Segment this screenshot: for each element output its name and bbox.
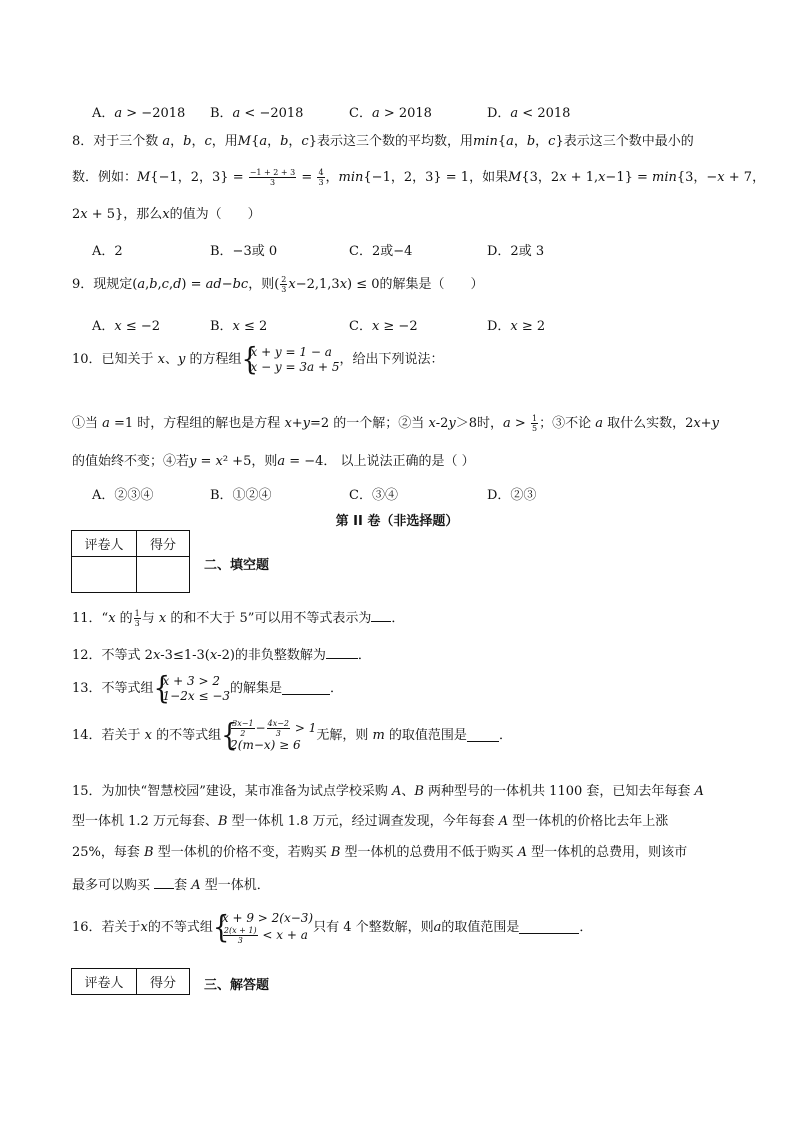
q12-stem: 12．不等式 2𝑥-3≤1-3(𝑥-2)的非负整数解为 ． (72, 648, 371, 663)
q8-line2: 数．例如：𝑀{−1，2，3} = $\frac{-1 + 2 + 3}{3}$ = $\frac{4}{3}$ ，𝑚𝑖𝑛{−1，2，3} = 1，如果𝑀{3，2𝑥 + 1,𝑥−1} = 𝑚𝑖𝑛{3，−𝑥 + 7， (72, 168, 766, 187)
q15-line1: 15．为加快“智慧校园”建设，某市准备为试点学校采购 𝐴、𝐵 两种型号的一体机共 1100 套，已知去年每套 𝐴 (72, 784, 704, 799)
q14-inequality-system: { $\frac{\text{3𝑥−1}}{2}$ − $\frac{\text{4𝑥−2}}{3}$ > 1 2(𝑚−𝑥) ≥ 6 (221, 718, 317, 754)
score-table-grader-header: 评卷人 (72, 531, 137, 557)
section-3-title: 三、解答题 (204, 978, 270, 993)
score-table-2-grader-header: 评卷人 (72, 969, 137, 995)
q10-option-c: C．③④ (349, 488, 398, 503)
q9-option-a: A．𝑥 ≤ −2 (92, 319, 161, 334)
q10-equation-system: { x + y = 1 − a x − y = 3a + 5 (241, 342, 340, 378)
q14-answer-blank[interactable] (467, 730, 499, 742)
q11-fraction: $\frac{1}{3}$ (134, 609, 140, 628)
q13-inequality-system: { 𝑥 + 3 > 2 1−2𝑥 ≤ −3 (153, 671, 231, 707)
q16-inequality-system: { 𝑥 + 9 > 2(𝑥−3) $\frac{\text{2(𝑥 + 1)}}{3}$ < 𝑥 + 𝑎 (212, 910, 314, 946)
score-table-score-header: 得分 (137, 531, 190, 557)
q8-fraction-2: $\frac{4}{3}$ (318, 168, 324, 187)
q7-option-a: A．𝑎 > −2018 (92, 106, 186, 121)
q8-option-a: A．2 (92, 244, 123, 259)
q10-option-d: D．②③ (487, 488, 537, 503)
q15-line4: 最多可以购买 套 𝐴 型一体机． (72, 878, 270, 893)
q13-answer-blank[interactable] (282, 683, 330, 695)
q10-stem: 10．已知关于 𝑥、𝑦 的方程组 { x + y = 1 − a x − y = 3a + 5 ，给出下列说法： (72, 342, 444, 378)
score-table-2-score-header: 得分 (137, 969, 190, 995)
q11-answer-blank[interactable] (371, 610, 391, 622)
q13-stem: 13．不等式组 { 𝑥 + 3 > 2 1−2𝑥 ≤ −3 的解集是 ． (72, 671, 344, 707)
q9-option-c: C．𝑥 ≥ −2 (349, 319, 418, 334)
q8-fraction-1: $\frac{-1 + 2 + 3}{3}$ (249, 168, 296, 187)
q8-option-b: B．−3或 0 (210, 244, 278, 259)
q10-option-b: B．①②④ (210, 488, 272, 503)
q14-stem: 14．若关于 𝑥 的不等式组 { $\frac{\text{3𝑥−1}}{2}$ − $\frac{\text{4𝑥−2}}{3}$ > 1 2(𝑚−𝑥) ≥ 6 无解，则 𝑚 的取值范围是 ． (72, 718, 512, 754)
section-2-title: 二、填空题 (204, 558, 270, 573)
q10-option-a: A．②③④ (92, 488, 154, 503)
q9-option-d: D．𝑥 ≥ 2 (487, 319, 546, 334)
q8-line2-pre: 数．例如：𝑀{−1，2，3} = (72, 170, 248, 185)
q15-answer-blank[interactable] (154, 877, 174, 889)
q8-line2-post: ，𝑚𝑖𝑛{−1，2，3} = 1，如果𝑀{3，2𝑥 + 1,𝑥−1} = 𝑚𝑖𝑛{3，−𝑥 + 7， (325, 170, 766, 185)
q16-stem: 16．若关于𝑥的不等式组 { 𝑥 + 9 > 2(𝑥−3) $\frac{\text{2(𝑥 + 1)}}{3}$ < 𝑥 + 𝑎 只有 4 个整数解，则𝑎的取值范围是 ． (72, 910, 593, 946)
q15-line2: 型一体机 1.2 万元每套、𝐵 型一体机 1.8 万元，经过调查发现，今年每套 𝐴 型一体机的价格比去年上涨 (72, 814, 669, 829)
q15-line3: 25%，每套 𝐵 型一体机的价格不变，若购买 𝐵 型一体机的总费用不低于购买 𝐴 型一体机的总费用，则该市 (72, 845, 688, 860)
q16-answer-blank[interactable] (519, 922, 579, 934)
q10-fraction: $\frac{1}{5}$ (531, 414, 538, 433)
q9-fraction: $\frac{2}{3}$ (281, 275, 287, 294)
score-table-1 (71, 530, 190, 593)
q12-answer-blank[interactable] (326, 647, 358, 659)
score-table-2 (71, 968, 190, 995)
score-table-grader-cell[interactable] (72, 557, 137, 593)
score-table-score-cell[interactable] (137, 557, 190, 593)
q9-stem: 9．现规定(𝑎,𝑏,𝑐,𝑑) = 𝑎𝑑−𝑏𝑐，则( $\frac{2}{3}$ 𝑥−2,1,3𝑥) ≤ 0的解集是（ ） (72, 275, 484, 294)
q8-option-c: C．2或−4 (349, 244, 413, 259)
q8-option-d: D．2或 3 (487, 244, 545, 259)
q11-stem: 11．“𝑥 的 $\frac{1}{3}$ 与 𝑥 的和不大于 5”可以用不等式表示为 ． (72, 609, 405, 628)
part-2-title: 第 II 卷（非选择题） (335, 514, 459, 529)
q10-line2: ①当 𝑎 =1 时，方程组的解也是方程 𝑥+𝑦=2 的一个解；②当 𝑥-2𝑦＞8时，𝑎 > $\frac{1}{5}$ ；③不论 𝑎 取什么实数，2𝑥+𝑦 (72, 414, 719, 433)
q9-option-b: B．𝑥 ≤ 2 (210, 319, 268, 334)
q7-option-c: C．𝑎 > 2018 (349, 106, 432, 121)
q7-option-d: D．𝑎 < 2018 (487, 106, 571, 121)
q7-option-b: B．𝑎 < −2018 (210, 106, 304, 121)
q8-line1: 8．对于三个数 𝑎，𝑏，𝑐，用𝑀{𝑎，𝑏，𝑐}表示这三个数的平均数，用𝑚𝑖𝑛{𝑎，𝑏，𝑐}表示这三个数中最小的 (72, 134, 694, 149)
q10-line3: 的值始终不变；④若𝑦 = 𝑥² +5，则𝑎 = −4． 以上说法正确的是（ ） (72, 454, 475, 469)
q8-line3: 2𝑥 + 5}，那么𝑥的值为（ ） (72, 207, 261, 222)
